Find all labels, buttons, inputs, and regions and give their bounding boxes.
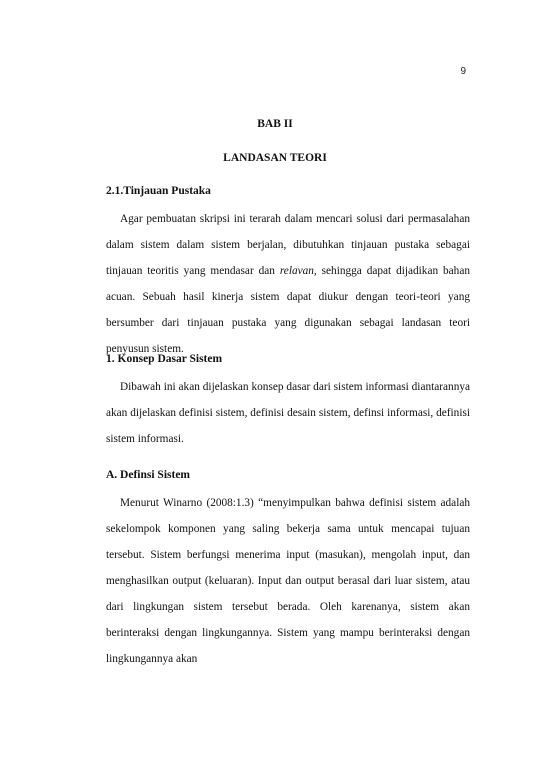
subsection-heading-definsi-sistem: A. Definsi Sistem — [106, 469, 191, 481]
paragraph-definsi-sistem: Menurut Winarno (2008:1.3) “menyimpulkan bahwa definisi sistem adalah sekelompok komponen yang saling bekerja sama untuk mencapai tujuan tersebut. Sistem berfungsi menerima input (masukan), mengolah input, dan menghasilkan output (keluaran). Input dan output berasal dari luar sistem, atau dari lingkungan sistem tersebut berada. Oleh karenanya, sistem akan berinteraksi dengan lingkungannya. Sistem yang mampu berinteraksi dengan lingkungannya akan — [106, 497, 470, 665]
paragraph-tinjauan-pustaka — [106, 206, 470, 362]
italic-term: relavan, — [279, 265, 317, 277]
paragraph-konsep-dasar: Dibawah ini akan dijelaskan konsep dasar dari sistem informasi diantarannya akan dijelaskan definisi sistem, definisi desain sistem, definsi informasi, definisi sistem informasi. — [106, 381, 470, 445]
chapter-label: BAB II — [257, 118, 293, 130]
page-number: 9 — [460, 66, 466, 77]
section-heading: 2.1.Tinjauan Pustaka — [106, 185, 211, 197]
chapter-title: LANDASAN TEORI — [223, 152, 327, 164]
paragraph-text: Agar pembuatan skripsi ini terarah dalam mencari solusi dari permasalahan dalam sistem dalam sistem berjalan, dibutuhkan tinjauan pustaka sebagai tinjauan teoritis yang mendasar dan — [106, 213, 470, 277]
subsection-heading-konsep-dasar-sistem: 1. Konsep Dasar Sistem — [106, 353, 223, 365]
paragraph-text: sehingga dapat dijadikan bahan acuan. Sebuah hasil kinerja sistem dapat diukur dengan teori-teori yang bersumber dari tinjauan pustaka yang digunakan sebagai landasan teori penyusun sistem. — [106, 265, 470, 355]
